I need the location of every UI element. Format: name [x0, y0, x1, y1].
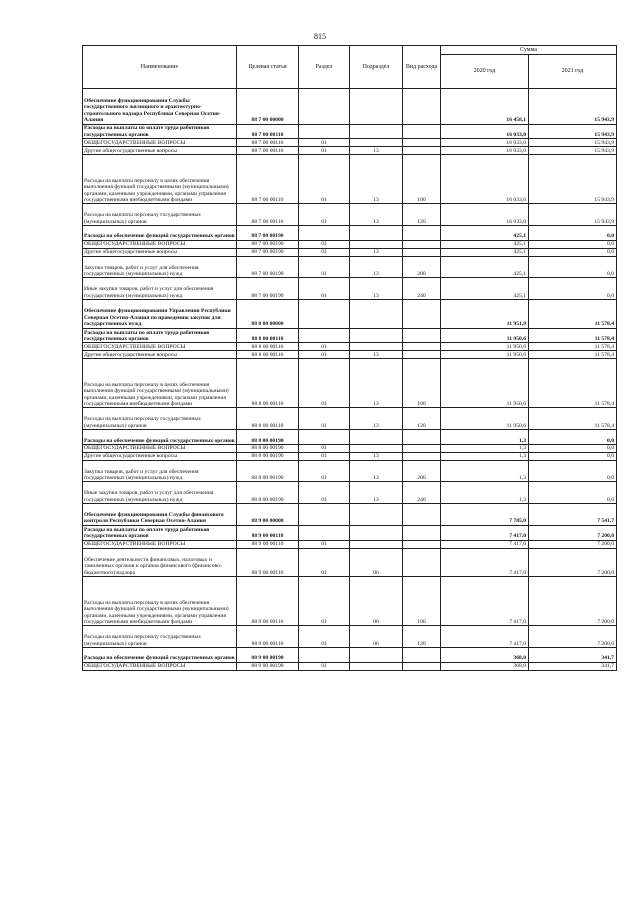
- row-section: [299, 226, 350, 241]
- header-section: Раздел: [299, 46, 350, 89]
- table-row: [83, 343, 617, 351]
- row-subsection: 13: [350, 351, 403, 359]
- table-row: [83, 452, 617, 460]
- row-name: Другие общегосударственные вопросы: [83, 452, 237, 460]
- row-section: 01: [299, 343, 350, 351]
- row-section: 01: [299, 662, 350, 670]
- header-target-article: Целевая статья: [237, 46, 299, 89]
- table-row: [83, 577, 617, 626]
- row-name: Расходы на выплаты персоналу в целях обеспечения выполнения функций государственными (муниципальными) органами, казенными учреждениями, органами управления государственными внебюджетными фондами: [83, 155, 237, 204]
- row-subsection: [350, 662, 403, 670]
- row-target-article: 88 7 00 00110: [237, 147, 299, 155]
- row-target-article: 88 7 00 00110: [237, 124, 299, 139]
- table-row: [83, 504, 617, 526]
- row-expense-type: [403, 452, 441, 460]
- row-expense-type: [403, 226, 441, 241]
- row-sum-2020: 11 951,9: [441, 300, 529, 329]
- table-row: [83, 444, 617, 452]
- header-sum: Сумма: [441, 46, 617, 55]
- row-target-article: 88 7 00 00190: [237, 256, 299, 278]
- row-sum-2020: 425,1: [441, 226, 529, 241]
- row-target-article: 88 8 00 00110: [237, 328, 299, 343]
- row-section: 01: [299, 147, 350, 155]
- row-section: [299, 504, 350, 526]
- row-sum-2020: 7 417,0: [441, 626, 529, 648]
- row-sum-2020: 7 417,0: [441, 525, 529, 540]
- table-row: [83, 525, 617, 540]
- table-row: [83, 648, 617, 663]
- row-name: ОБЩЕГОСУДАРСТВЕННЫЕ ВОПРОСЫ: [83, 540, 237, 548]
- row-target-article: 88 8 00 00190: [237, 430, 299, 445]
- row-name: Обеспечение функционирования Службы государственного жилищного и архитектурно-строительного надзора Республики Северная Осетия-Алания: [83, 89, 237, 125]
- row-name: Закупка товаров, работ и услуг для обеспечения государственных (муниципальных) нужд: [83, 460, 237, 482]
- row-name: ОБЩЕГОСУДАРСТВЕННЫЕ ВОПРОСЫ: [83, 662, 237, 670]
- row-subsection: 06: [350, 548, 403, 577]
- row-section: 01: [299, 460, 350, 482]
- row-sum-2020: 7 417,0: [441, 548, 529, 577]
- row-section: 01: [299, 256, 350, 278]
- row-sum-2020: 1,3: [441, 444, 529, 452]
- table-row: [83, 662, 617, 670]
- row-target-article: 88 8 00 00110: [237, 343, 299, 351]
- row-subsection: 13: [350, 408, 403, 430]
- row-subsection: [350, 430, 403, 445]
- row-subsection: [350, 124, 403, 139]
- row-section: [299, 430, 350, 445]
- row-subsection: 13: [350, 256, 403, 278]
- row-name: Расходы на выплаты персоналу государственных (муниципальных) органов: [83, 204, 237, 226]
- row-sum-2021: 11 578,4: [529, 408, 617, 430]
- row-sum-2020: 11 950,6: [441, 351, 529, 359]
- row-name: Другие общегосударственные вопросы: [83, 248, 237, 256]
- row-subsection: [350, 444, 403, 452]
- table-row: [83, 482, 617, 504]
- row-subsection: [350, 540, 403, 548]
- row-subsection: [350, 328, 403, 343]
- row-sum-2020: 16 033,0: [441, 147, 529, 155]
- table-row: [83, 408, 617, 430]
- row-subsection: 13: [350, 482, 403, 504]
- row-expense-type: [403, 328, 441, 343]
- row-sum-2020: 16 458,1: [441, 89, 529, 125]
- row-section: [299, 648, 350, 663]
- row-sum-2021: 0,0: [529, 226, 617, 241]
- row-name: Иные закупки товаров, работ и услуг для обеспечения государственных (муниципальных) нужд: [83, 482, 237, 504]
- row-target-article: 88 8 00 00110: [237, 351, 299, 359]
- row-expense-type: 120: [403, 626, 441, 648]
- table-body: [83, 89, 617, 671]
- row-section: 01: [299, 540, 350, 548]
- table-row: [83, 139, 617, 147]
- row-section: [299, 124, 350, 139]
- row-subsection: 13: [350, 278, 403, 300]
- row-sum-2021: 11 578,4: [529, 328, 617, 343]
- table-row: [83, 124, 617, 139]
- row-section: 01: [299, 408, 350, 430]
- row-subsection: 13: [350, 248, 403, 256]
- row-target-article: 88 7 00 00000: [237, 89, 299, 125]
- row-subsection: 13: [350, 155, 403, 204]
- header-subsection: Подраздел: [350, 46, 403, 89]
- row-expense-type: [403, 240, 441, 248]
- row-sum-2021: 15 943,9: [529, 155, 617, 204]
- row-sum-2021: 0,0: [529, 248, 617, 256]
- row-target-article: 88 8 00 00190: [237, 482, 299, 504]
- row-name: Расходы на выплаты персоналу государственных (муниципальных) органов: [83, 408, 237, 430]
- row-sum-2020: 11 950,6: [441, 359, 529, 408]
- row-sum-2020: 7 417,0: [441, 577, 529, 626]
- row-section: 01: [299, 248, 350, 256]
- row-sum-2021: 7 200,0: [529, 525, 617, 540]
- row-subsection: 06: [350, 577, 403, 626]
- row-subsection: 13: [350, 452, 403, 460]
- row-name: Расходы на выплаты персоналу государственных (муниципальных) органов: [83, 626, 237, 648]
- row-expense-type: [403, 540, 441, 548]
- row-sum-2021: 0,0: [529, 482, 617, 504]
- row-sum-2020: 11 950,6: [441, 343, 529, 351]
- row-expense-type: [403, 124, 441, 139]
- row-sum-2021: 11 578,4: [529, 351, 617, 359]
- row-section: [299, 328, 350, 343]
- row-target-article: 88 7 00 00110: [237, 139, 299, 147]
- header-name: Наименование: [83, 46, 237, 89]
- row-expense-type: [403, 525, 441, 540]
- row-expense-type: 120: [403, 408, 441, 430]
- row-name: Закупка товаров, работ и услуг для обеспечения государственных (муниципальных) нужд: [83, 256, 237, 278]
- row-name: Расходы на обеспечение функций государственных органов: [83, 648, 237, 663]
- row-target-article: 88 8 00 00110: [237, 408, 299, 430]
- row-sum-2020: 7 785,0: [441, 504, 529, 526]
- row-sum-2021: 7 200,0: [529, 548, 617, 577]
- table-row: [83, 204, 617, 226]
- row-sum-2021: 0,0: [529, 430, 617, 445]
- row-subsection: 06: [350, 626, 403, 648]
- table-row: [83, 328, 617, 343]
- row-section: [299, 525, 350, 540]
- table-row: [83, 300, 617, 329]
- row-sum-2021: 11 578,4: [529, 359, 617, 408]
- row-target-article: 88 9 00 00000: [237, 504, 299, 526]
- row-name: ОБЩЕГОСУДАРСТВЕННЫЕ ВОПРОСЫ: [83, 444, 237, 452]
- row-subsection: [350, 525, 403, 540]
- row-sum-2021: 0,0: [529, 240, 617, 248]
- row-target-article: 88 7 00 00190: [237, 226, 299, 241]
- row-sum-2021: 15 943,9: [529, 89, 617, 125]
- row-section: 01: [299, 359, 350, 408]
- table-row: [83, 278, 617, 300]
- row-sum-2020: 1,3: [441, 452, 529, 460]
- row-section: [299, 89, 350, 125]
- row-sum-2020: 368,0: [441, 648, 529, 663]
- budget-table: [82, 45, 617, 671]
- row-sum-2020: 11 950,6: [441, 328, 529, 343]
- row-subsection: [350, 343, 403, 351]
- row-expense-type: 240: [403, 482, 441, 504]
- table-row: [83, 540, 617, 548]
- row-section: 01: [299, 139, 350, 147]
- table-row: [83, 460, 617, 482]
- row-target-article: 88 8 00 00190: [237, 444, 299, 452]
- row-sum-2020: 16 033,0: [441, 139, 529, 147]
- row-target-article: 88 8 00 00000: [237, 300, 299, 329]
- row-expense-type: 100: [403, 359, 441, 408]
- row-section: [299, 300, 350, 329]
- header-year-2021: 2021 год: [529, 55, 617, 89]
- row-target-article: 88 9 00 00110: [237, 540, 299, 548]
- row-expense-type: 120: [403, 204, 441, 226]
- row-sum-2021: 7 200,0: [529, 540, 617, 548]
- row-target-article: 88 8 00 00190: [237, 452, 299, 460]
- row-expense-type: 200: [403, 256, 441, 278]
- row-sum-2020: 16 033,0: [441, 204, 529, 226]
- row-sum-2020: 425,1: [441, 256, 529, 278]
- row-expense-type: 240: [403, 278, 441, 300]
- header-expense-type: Вид расхода: [403, 46, 441, 89]
- row-subsection: 13: [350, 204, 403, 226]
- row-sum-2021: 0,0: [529, 444, 617, 452]
- row-name: Расходы на обеспечение функций государственных органов: [83, 226, 237, 241]
- table-row: [83, 256, 617, 278]
- table-row: [83, 548, 617, 577]
- row-subsection: [350, 89, 403, 125]
- row-target-article: 88 9 00 00110: [237, 548, 299, 577]
- row-expense-type: [403, 300, 441, 329]
- row-subsection: 13: [350, 460, 403, 482]
- row-sum-2021: 7 541,7: [529, 504, 617, 526]
- row-name: Расходы на выплаты персоналу в целях обеспечения выполнения функций государственными (муниципальными) органами, казенными учреждениями, органами управления государственными внебюджетными фондами: [83, 577, 237, 626]
- row-section: 01: [299, 626, 350, 648]
- row-expense-type: [403, 139, 441, 147]
- row-expense-type: [403, 430, 441, 445]
- row-sum-2021: 341,7: [529, 648, 617, 663]
- row-target-article: 88 8 00 00110: [237, 359, 299, 408]
- row-target-article: 88 9 00 00110: [237, 626, 299, 648]
- row-subsection: [350, 300, 403, 329]
- row-section: 01: [299, 351, 350, 359]
- row-target-article: 88 8 00 00190: [237, 460, 299, 482]
- row-subsection: [350, 139, 403, 147]
- row-name: Обеспечение функционирования Службы финансового контроля Республики Северная Осетия-Алания: [83, 504, 237, 526]
- row-target-article: 88 7 00 00190: [237, 278, 299, 300]
- row-expense-type: [403, 248, 441, 256]
- row-name: Иные закупки товаров, работ и услуг для обеспечения государственных (муниципальных) нужд: [83, 278, 237, 300]
- table-row: [83, 359, 617, 408]
- row-sum-2020: 11 950,6: [441, 408, 529, 430]
- row-sum-2021: 15 943,9: [529, 147, 617, 155]
- row-section: 01: [299, 240, 350, 248]
- row-sum-2020: 425,1: [441, 240, 529, 248]
- row-expense-type: [403, 444, 441, 452]
- row-sum-2021: 0,0: [529, 278, 617, 300]
- row-subsection: [350, 648, 403, 663]
- row-section: 01: [299, 444, 350, 452]
- row-sum-2021: 7 200,0: [529, 626, 617, 648]
- row-name: Расходы на обеспечение функций государственных органов: [83, 430, 237, 445]
- row-subsection: [350, 504, 403, 526]
- row-expense-type: [403, 648, 441, 663]
- row-sum-2021: 15 943,9: [529, 124, 617, 139]
- header-year-2020: 2020 год: [441, 55, 529, 89]
- table-row: [83, 240, 617, 248]
- row-name: Обеспечение деятельности финансовых, налоговых и таможенных органов и органов финансового (финансово-бюджетного) надзора: [83, 548, 237, 577]
- row-name: ОБЩЕГОСУДАРСТВЕННЫЕ ВОПРОСЫ: [83, 139, 237, 147]
- row-name: Расходы на выплаты по оплате труда работников государственных органов: [83, 124, 237, 139]
- row-target-article: 88 7 00 00190: [237, 248, 299, 256]
- row-name: ОБЩЕГОСУДАРСТВЕННЫЕ ВОПРОСЫ: [83, 343, 237, 351]
- row-sum-2021: 15 943,9: [529, 204, 617, 226]
- row-name: Обеспечение функционирования Управления Республики Северная Осетия-Алания по проведению закупок для государственных нужд: [83, 300, 237, 329]
- row-subsection: [350, 240, 403, 248]
- table-row: [83, 89, 617, 125]
- row-target-article: 88 7 00 00190: [237, 240, 299, 248]
- row-section: 01: [299, 482, 350, 504]
- row-sum-2020: 1,3: [441, 460, 529, 482]
- row-expense-type: 200: [403, 460, 441, 482]
- row-expense-type: [403, 147, 441, 155]
- row-sum-2020: 16 033,0: [441, 155, 529, 204]
- row-name: Расходы на выплаты по оплате труда работников государственных органов: [83, 525, 237, 540]
- table-row: [83, 147, 617, 155]
- row-name: ОБЩЕГОСУДАРСТВЕННЫЕ ВОПРОСЫ: [83, 240, 237, 248]
- row-target-article: 88 7 00 00110: [237, 155, 299, 204]
- row-subsection: 13: [350, 147, 403, 155]
- row-expense-type: [403, 343, 441, 351]
- table-row: [83, 226, 617, 241]
- row-sum-2021: 11 578,4: [529, 343, 617, 351]
- row-section: 01: [299, 278, 350, 300]
- row-name: Расходы на выплаты персоналу в целях обеспечения выполнения функций государственными (муниципальными) органами, казенными учреждениями, органами управления государственными внебюджетными фондами: [83, 359, 237, 408]
- row-expense-type: [403, 548, 441, 577]
- row-sum-2021: 0,0: [529, 256, 617, 278]
- row-sum-2021: 0,0: [529, 452, 617, 460]
- table-row: [83, 430, 617, 445]
- row-target-article: 88 7 00 00110: [237, 204, 299, 226]
- row-target-article: 88 9 00 00190: [237, 648, 299, 663]
- row-name: Расходы на выплаты по оплате труда работников государственных органов: [83, 328, 237, 343]
- row-sum-2020: 16 033,0: [441, 124, 529, 139]
- row-target-article: 88 9 00 00110: [237, 577, 299, 626]
- row-sum-2020: 1,3: [441, 482, 529, 504]
- row-section: 01: [299, 548, 350, 577]
- row-section: 01: [299, 452, 350, 460]
- table-row: [83, 626, 617, 648]
- row-name: Другие общегосударственные вопросы: [83, 147, 237, 155]
- row-expense-type: 100: [403, 155, 441, 204]
- page-number: 815: [314, 32, 326, 41]
- row-subsection: 13: [350, 359, 403, 408]
- row-sum-2021: 15 943,9: [529, 139, 617, 147]
- row-expense-type: 100: [403, 577, 441, 626]
- row-expense-type: [403, 662, 441, 670]
- row-expense-type: [403, 504, 441, 526]
- row-sum-2020: 7 417,0: [441, 540, 529, 548]
- row-subsection: [350, 226, 403, 241]
- row-sum-2021: 0,0: [529, 460, 617, 482]
- row-sum-2021: 7 200,0: [529, 577, 617, 626]
- row-sum-2020: 368,0: [441, 662, 529, 670]
- row-sum-2020: 425,1: [441, 248, 529, 256]
- row-sum-2020: 425,1: [441, 278, 529, 300]
- row-section: 01: [299, 155, 350, 204]
- row-expense-type: [403, 89, 441, 125]
- row-sum-2021: 11 578,4: [529, 300, 617, 329]
- row-name: Другие общегосударственные вопросы: [83, 351, 237, 359]
- row-target-article: 88 9 00 00110: [237, 525, 299, 540]
- table-row: [83, 155, 617, 204]
- row-section: 01: [299, 204, 350, 226]
- row-sum-2021: 341,7: [529, 662, 617, 670]
- row-section: 01: [299, 577, 350, 626]
- row-sum-2020: 1,3: [441, 430, 529, 445]
- row-target-article: 88 9 00 00190: [237, 662, 299, 670]
- row-expense-type: [403, 351, 441, 359]
- table-row: [83, 248, 617, 256]
- table-row: [83, 351, 617, 359]
